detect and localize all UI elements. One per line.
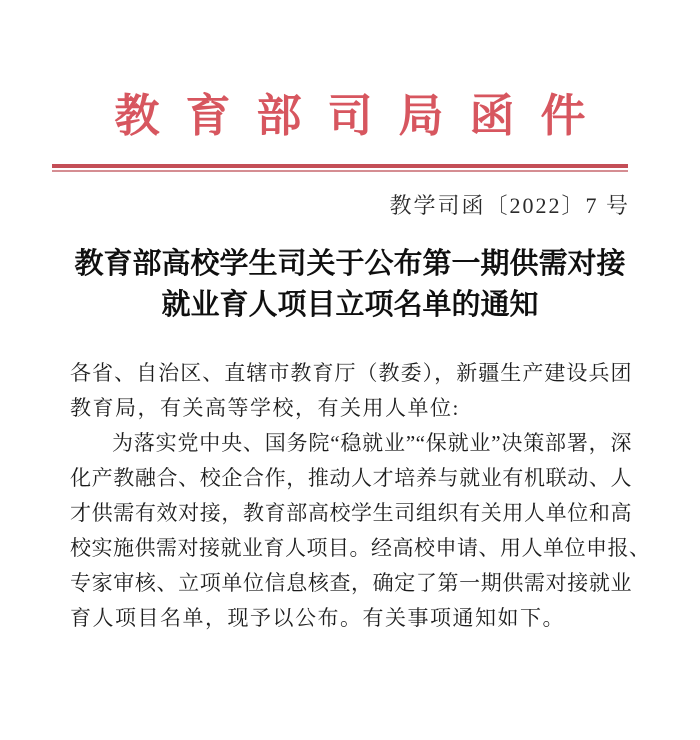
paragraph-line-4: 校实施供需对接就业育人项目。经高校申请、用人单位申报、 xyxy=(70,536,651,560)
paragraph-line-3: 才供需有效对接，教育部高校学生司组织有关用人单位和高 xyxy=(70,501,632,525)
paragraph-line-6: 育人项目名单，现予以公布。有关事项通知如下。 xyxy=(70,606,565,630)
notice-title xyxy=(0,244,700,326)
notice-title-line-2: 就业育人项目立项名单的通知 xyxy=(161,289,539,321)
notice-body xyxy=(0,356,700,636)
paragraph-line-5: 专家审核、立项单位信息核查，确定了第一期供需对接就业 xyxy=(70,571,632,595)
red-divider-thin-line xyxy=(52,170,628,172)
document-number: 教学司函〔2022〕7 号 xyxy=(389,193,630,218)
paragraph-line-2: 化产教融合、校企合作，推动人才培养与就业有机联动、人 xyxy=(70,466,632,490)
notice-title-line-1: 教育部高校学生司关于公布第一期供需对接 xyxy=(74,248,626,280)
document-page xyxy=(0,90,700,740)
red-divider-rule xyxy=(52,164,628,172)
salutation-line-2: 教育局，有关高等学校，有关用人单位: xyxy=(70,396,460,420)
masthead-title: 教育部司局函件 xyxy=(114,91,612,141)
salutation-line-1: 各省、自治区、直辖市教育厅（教委），新疆生产建设兵团 xyxy=(70,361,632,385)
paragraph-line-1: 为落实党中央、国务院“稳就业”“保就业”决策部署，深 xyxy=(112,431,632,455)
